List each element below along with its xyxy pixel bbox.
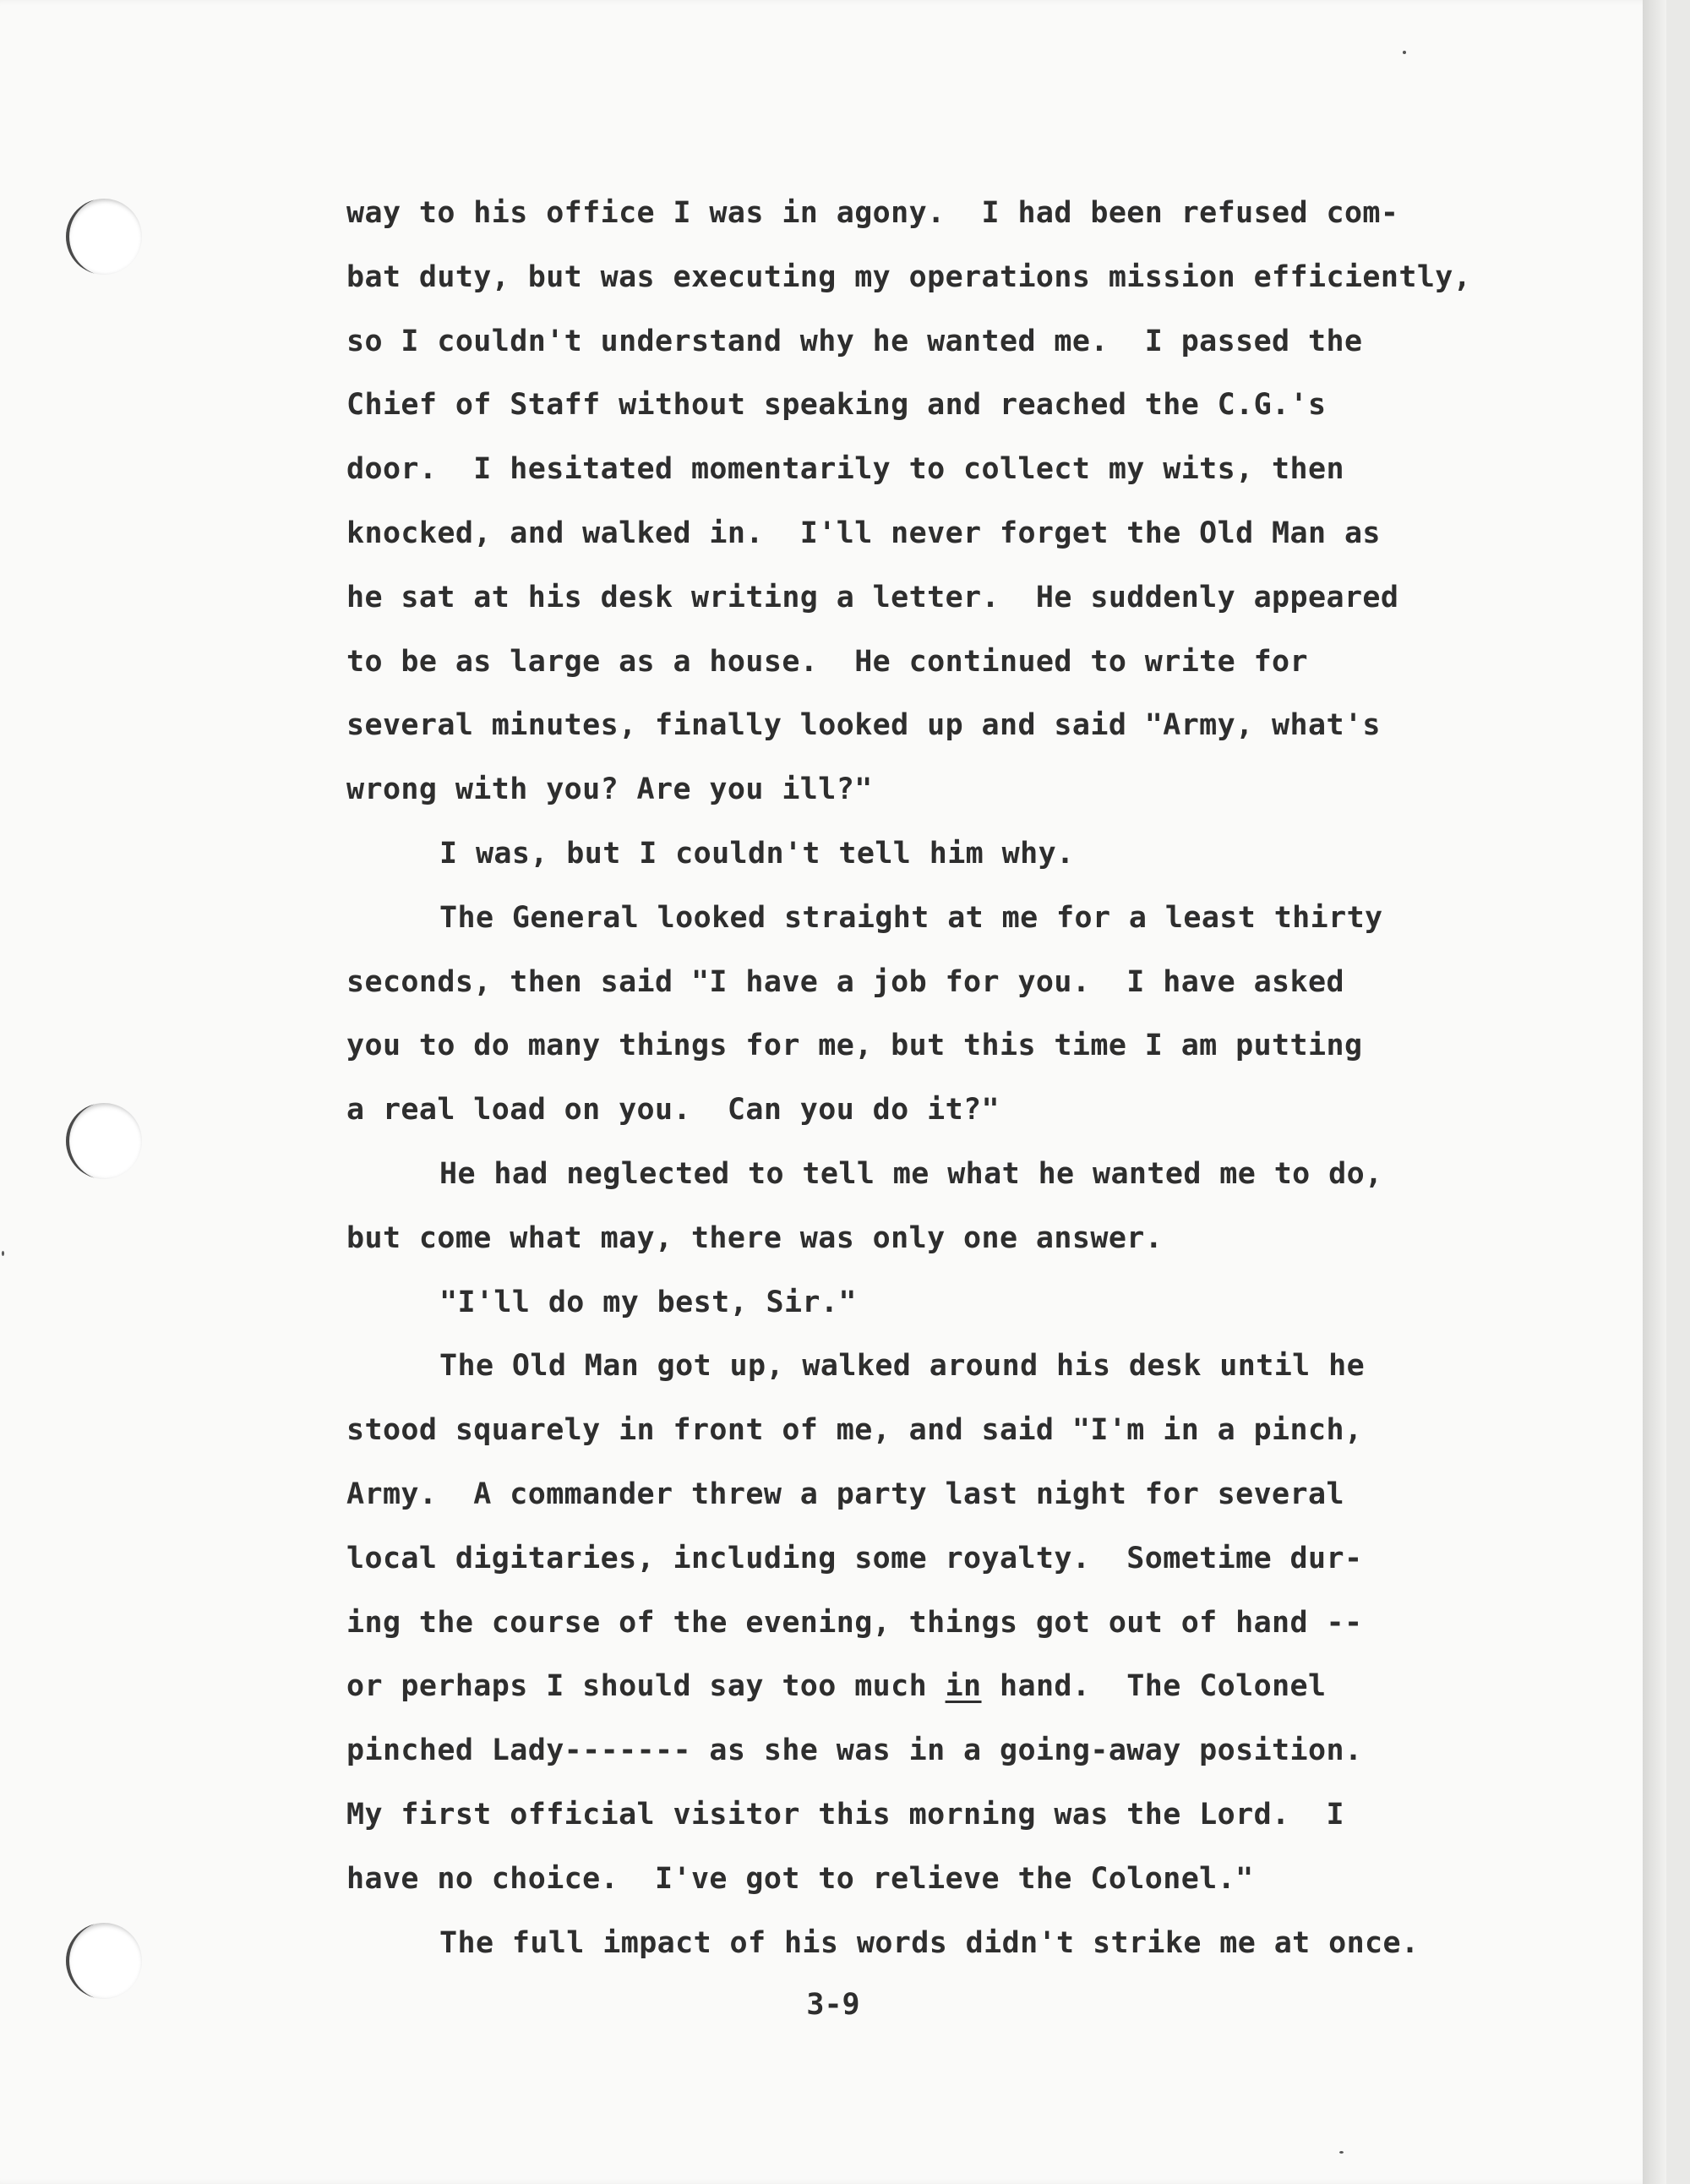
page-number: 3-9 [806,1988,860,2022]
text-line: The General looked straight at me for a least thirty [439,900,1383,935]
text-line: he sat at his desk writing a letter. He suddenly appeared [346,580,1399,614]
text-line: so I couldn't understand why he wanted me. I passed the [346,324,1363,358]
text-line: but come what may, there was only one answer. [346,1220,1164,1255]
text-line: have no choice. I've got to relieve the Colonel." [346,1861,1254,1896]
text-line: Chief of Staff without speaking and reached the C.G.'s [346,388,1327,423]
typed-text-body [346,182,1572,1975]
text-line: He had neglected to tell me what he wanted me to do, [439,1156,1383,1191]
speck [1403,51,1406,54]
text-segment: or perhaps I should say too much [346,1669,946,1704]
text-segment: hand. The Colonel [981,1669,1327,1704]
text-line: way to his office I was in agony. I had been refused com- [346,196,1399,230]
text-line: local digitaries, including some royalty. Sometime dur- [346,1541,1363,1575]
punch-hole-middle [66,1103,142,1179]
text-line: wrong with you? Are you ill?" [346,773,873,807]
text-line: The full impact of his words didn't strike me at once. [439,1925,1420,1960]
text-line: seconds, then said "I have a job for you. I have asked [346,964,1344,999]
text-line: bat duty, but was executing my operations mission efficiently, [346,259,1472,294]
text-line: pinched Lady------- as she was in a going-away position. [346,1734,1363,1768]
text-line: a real load on you. Can you do it?" [346,1093,1000,1127]
text-line: several minutes, finally looked up and said "Army, what's [346,708,1381,743]
speck [2,1251,4,1256]
speck [1339,2151,1344,2154]
text-line: ing the course of the evening, things got out of hand -- [346,1605,1363,1640]
text-line: "I'll do my best, Sir." [439,1285,857,1319]
underlined-word: in [945,1669,982,1704]
text-line [346,1655,1572,1719]
text-line: you to do many things for me, but this time I am putting [346,1029,1363,1063]
text-line: stood squarely in front of me, and said "I'm in a pinch, [346,1413,1363,1448]
text-line: to be as large as a house. He continued to write for [346,644,1309,679]
page-edge [1643,0,1666,2184]
text-line: Army. A commander threw a party last night for several [346,1477,1344,1511]
text-line: door. I hesitated momentarily to collect my wits, then [346,452,1344,487]
text-line: knocked, and walked in. I'll never forget the Old Man as [346,516,1381,550]
punch-hole-top [66,199,142,275]
text-line: My first official visitor this morning was the Lord. I [346,1797,1344,1832]
text-line: The Old Man got up, walked around his desk until he [439,1349,1366,1384]
text-line: I was, but I couldn't tell him why. [439,836,1075,871]
